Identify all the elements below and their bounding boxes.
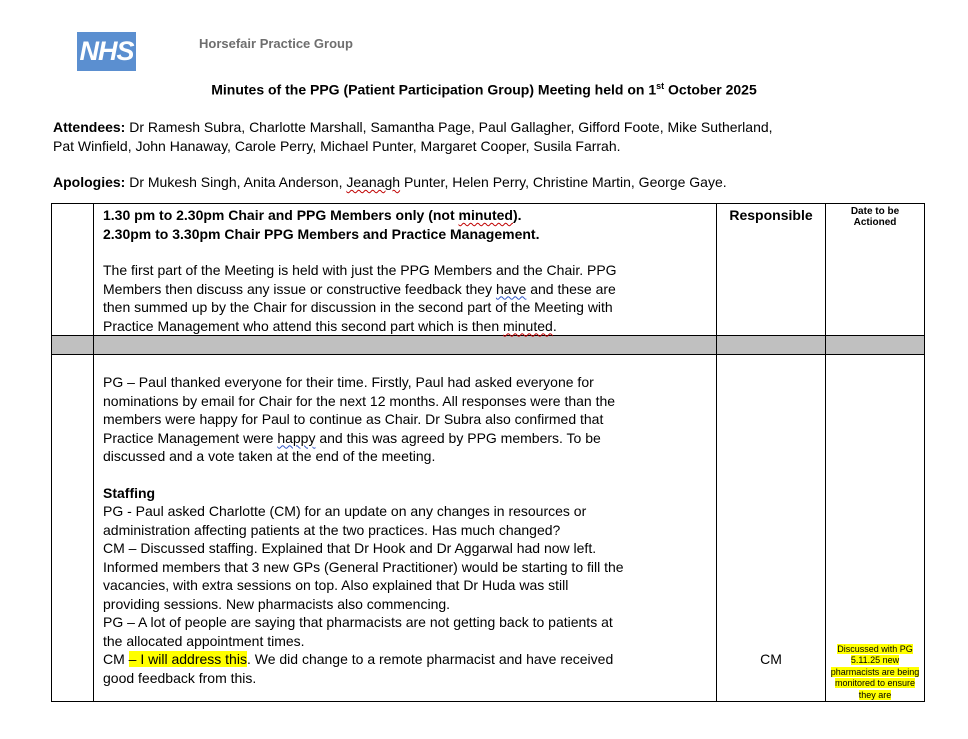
text-line-end: .	[552, 317, 557, 334]
text-line: vacancies, with extra sessions on top. Also explained that Dr Huda was still	[103, 577, 569, 593]
title-text: Minutes of the PPG (Patient Participation Group) Meeting held on 1	[211, 81, 657, 98]
text-line: Members then discuss any issue or constructive feedback they	[103, 280, 496, 297]
text-line-end: and this was agreed by PPG members. To be	[315, 429, 601, 446]
text-line: administration affecting patients at the two practices. Has much changed?	[103, 521, 561, 538]
apologies-text: Dr Mukesh Singh, Anita Anderson,	[125, 174, 347, 190]
attendees-label: Attendees:	[53, 119, 126, 135]
staffing-section	[103, 484, 716, 688]
row-number-cell	[52, 355, 94, 702]
text-line: PG – A lot of people are saying that pharmacists are not getting back to patients at	[103, 614, 613, 630]
apologies-section	[53, 173, 933, 192]
apologies-text-end: Punter, Helen Perry, Christine Martin, George Gaye.	[400, 174, 727, 190]
spellcheck-word: Jeanagh	[346, 174, 401, 190]
spellcheck-word: minuted	[503, 317, 553, 334]
text-line: CM	[103, 651, 129, 667]
separator-cell	[52, 336, 94, 355]
apologies-label: Apologies:	[53, 174, 126, 190]
separator-cell	[826, 336, 925, 355]
attendees-line-1: Dr Ramesh Subra, Charlotte Marshall, Samantha Page, Paul Gallagher, Gifford Foote, Mike Sutherland,	[125, 119, 773, 135]
date-header-cell	[826, 204, 925, 336]
text-line-end: and these are	[526, 280, 616, 297]
responsible-header-cell	[717, 204, 826, 336]
grammar-word: have	[495, 280, 527, 297]
text-line: members were happy for Paul to continue as Chair. Dr Subra also confirmed that	[103, 411, 604, 427]
grammar-word: happy	[277, 429, 316, 446]
date-header	[826, 204, 924, 228]
action-note-text: Discussed with PG 5.11.25 new pharmacists are being monitored to ensure they are	[830, 643, 920, 700]
highlighted-text: – I will address this	[128, 651, 247, 667]
agenda-times	[103, 204, 716, 243]
text-line: providing sessions. New pharmacists also commencing.	[103, 595, 451, 612]
agenda-line-1: 1.30 pm to 2.30pm Chair and PPG Members only (not	[103, 207, 459, 223]
responsible-header: Responsible	[729, 207, 813, 223]
text-line: The first part of the Meeting is held with just the PPG Members and the Chair. PPG	[103, 262, 617, 278]
nhs-logo: NHS	[77, 32, 136, 71]
practice-group-name: Horsefair Practice Group	[199, 36, 353, 51]
action-date-cell	[826, 355, 925, 702]
agenda-description	[103, 261, 716, 335]
responsible-value: CM	[760, 650, 782, 667]
agenda-cell	[94, 204, 717, 336]
spellcheck-word: minuted	[458, 207, 513, 223]
staffing-heading: Staffing	[103, 484, 156, 501]
text-line: then summed up by the Chair for discussion in the second part of the Meeting with	[103, 299, 613, 315]
text-line: Practice Management were	[103, 429, 278, 446]
text-line: discussed and a vote taken at the end of the meeting.	[103, 448, 436, 464]
date-header-line-2: Actioned	[853, 217, 897, 228]
separator-cell	[94, 336, 717, 355]
row-number-cell	[52, 204, 94, 336]
table-row	[52, 204, 925, 336]
text-line-end: . We did change to a remote pharmacist and have received	[246, 651, 614, 667]
minutes-cell	[94, 355, 717, 702]
agenda-line-1-end: ).	[512, 207, 522, 223]
text-line: Practice Management who attend this second part which is then	[103, 317, 503, 334]
text-line: good feedback from this.	[103, 669, 257, 686]
attendees-line-2: Pat Winfield, John Hanaway, Carole Perry, Michael Punter, Margaret Cooper, Susila Farrah.	[53, 138, 621, 154]
title-superscript: st	[656, 81, 665, 91]
text-line: CM – Discussed staffing. Explained that Dr Hook and Dr Aggarwal had now left.	[103, 540, 597, 556]
minutes-table	[51, 203, 925, 702]
action-note	[826, 644, 924, 701]
agenda-line-2: 2.30pm to 3.30pm Chair PPG Members and Practice Management.	[103, 225, 540, 242]
table-row	[52, 355, 925, 702]
text-line: Informed members that 3 new GPs (General Practitioner) would be starting to fill the	[103, 558, 624, 575]
text-line: nominations by email for Chair for the next 12 months. All responses were than the	[103, 392, 616, 409]
separator-cell	[717, 336, 826, 355]
attendees-section	[53, 118, 933, 156]
text-line: PG - Paul asked Charlotte (CM) for an update on any changes in resources or	[103, 503, 587, 519]
date-header-line-1: Date to be	[850, 206, 900, 217]
text-line: PG – Paul thanked everyone for their time. Firstly, Paul had asked everyone for	[103, 374, 594, 390]
chair-discussion	[103, 373, 716, 466]
page-title	[0, 81, 968, 98]
title-text-end: October 2025	[664, 81, 757, 98]
separator-row	[52, 336, 925, 355]
text-line: the allocated appointment times.	[103, 632, 305, 649]
responsible-cell	[717, 355, 826, 702]
